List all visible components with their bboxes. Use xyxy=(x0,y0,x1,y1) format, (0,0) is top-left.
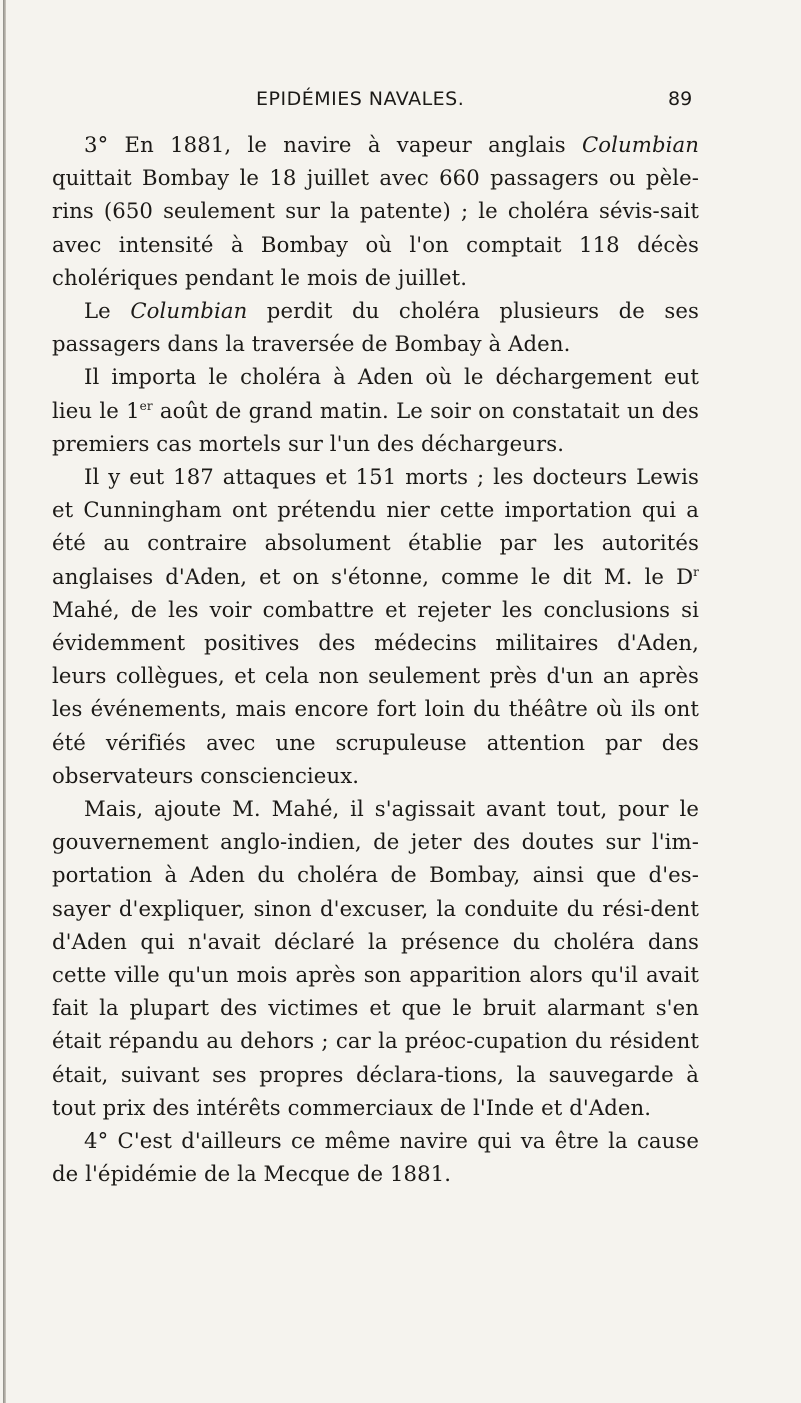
superscript: r xyxy=(693,564,699,579)
paragraph-2-text-b: perdit du choléra plusieurs de ses passagers dans la traversée de Bombay à Aden. xyxy=(52,298,699,357)
page-number: 89 xyxy=(668,88,693,110)
ship-name: Columbian xyxy=(130,298,248,324)
body-text xyxy=(52,128,699,1191)
running-head: EPIDÉMIES NAVALES. xyxy=(256,88,465,110)
paragraph-3-text-a: Il importa le choléra à Aden où le déchargement eut lieu le 1 xyxy=(52,364,699,423)
page-header xyxy=(0,88,801,116)
binding-gutter xyxy=(3,0,6,1403)
paragraph-2-text-a: Le xyxy=(84,298,131,324)
paragraph-1-text-a: 3° En 1881, le navire à vapeur anglais xyxy=(84,132,582,157)
ship-name: Columbian xyxy=(582,132,699,157)
paragraph-5: Mais, ajoute M. Mahé, il s'agissait avant tout, pour le gouvernement anglo-indien, de jeter des doutes sur l'im-portation à Aden du choléra de Bombay, ainsi que d'es-sayer d'expliquer, sinon d'excuser, la conduite du rési-dent d'Aden qui n'avait déclaré la présence du choléra dans cette ville qu'un mois après son apparition alors qu'il avait fait la plupart des victimes et que le bruit alarmant s'en était répandu au dehors ; car la préoc-cupation du résident était, suivant ses propres déclara-tions, la sauvegarde à tout prix des intérêts commerciaux de l'Inde et d'Aden. xyxy=(52,796,699,1120)
paragraph-4 xyxy=(52,460,699,792)
paragraph-4-text-a: Il y eut 187 attaques et 151 morts ; les docteurs Lewis et Cunningham ont prétendu nier cette importation qui a été au contraire absolument établie par les autorités anglaises d'Aden, et on s'étonne, comme le dit M. le D xyxy=(52,464,699,589)
paragraph-3 xyxy=(52,360,699,460)
paragraph-4-text-b: Mahé, de les voir combattre et rejeter les conclusions si évidemment positives des médecins militaires d'Aden, leurs collègues, et cela non seulement près d'un an après les événements, mais encore fort loin du théâtre où ils ont été vérifiés avec une scrupuleuse attention par des observateurs consciencieux. xyxy=(52,596,699,788)
paragraph-3-text-b: août de grand matin. Le soir on constatait un des premiers cas mortels sur l'un des déchargeurs. xyxy=(52,397,699,456)
paragraph-1-text-b: quittait Bombay le 18 juillet avec 660 passagers ou pèle-rins (650 seulement sur la patente) ; le choléra sévis-sait avec intensité à Bombay où l'on comptait 118 décès cholériques pendant le mois de juillet. xyxy=(52,165,699,290)
paragraph-2 xyxy=(52,294,699,360)
paragraph-1 xyxy=(52,128,699,294)
superscript: er xyxy=(139,398,153,413)
paragraph-6: 4° C'est d'ailleurs ce même navire qui va être la cause de l'épidémie de la Mecque de 1881. xyxy=(52,1128,699,1187)
